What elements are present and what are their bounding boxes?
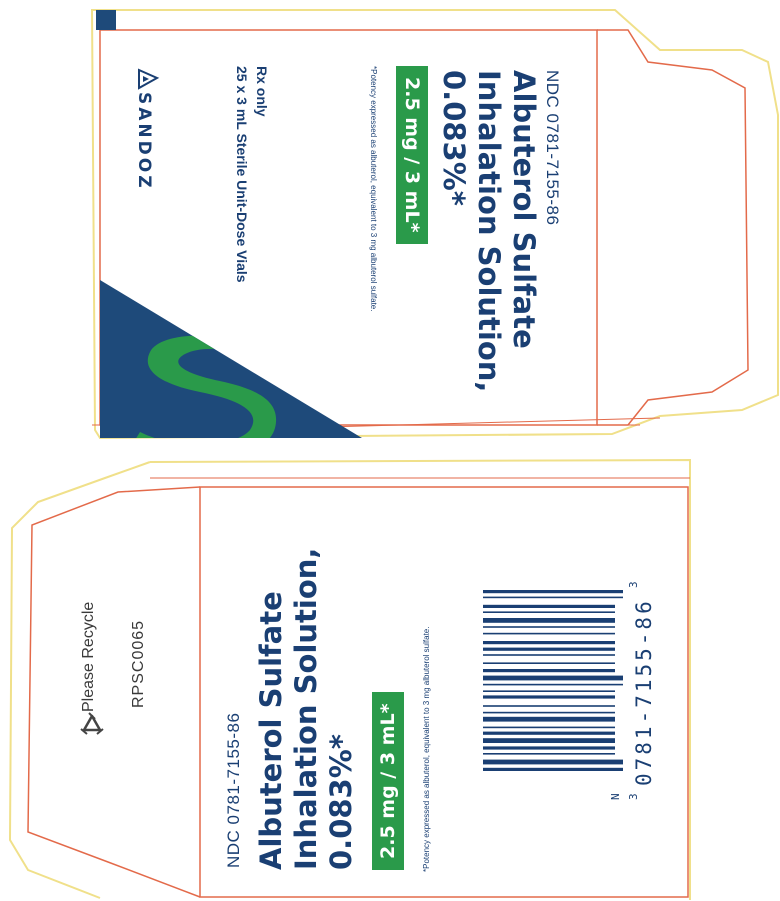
bottom-title	[254, 548, 359, 870]
barcode-bar	[483, 738, 615, 743]
package-code: RPSC0065	[130, 619, 147, 708]
barcode-bar	[483, 654, 615, 656]
barcode-bar	[483, 597, 623, 599]
barcode-bar	[483, 717, 615, 722]
barcode-left-digit-text: 3	[627, 793, 640, 800]
top-brand	[134, 92, 154, 191]
bottom-code	[130, 620, 148, 708]
barcode-bar	[483, 669, 615, 672]
top-ndc	[542, 70, 562, 225]
barcode-bar	[483, 605, 615, 608]
barcode-number-text: 0781-7155-86	[632, 598, 656, 786]
recycle-text: Please Recycle	[80, 601, 97, 712]
bottom-ndc-text: NDC 0781-7155-86	[224, 712, 243, 868]
top-dose-badge	[396, 66, 428, 244]
brand-name: SANDOZ	[134, 92, 154, 191]
bottom-dose-badge	[372, 692, 404, 870]
top-title-line-2: Inhalation Solution,	[472, 70, 506, 393]
top-title-line-3: 0.083%*	[437, 70, 471, 206]
bottom-dose-text: 2.5 mg / 3 mL*	[372, 692, 404, 870]
bottom-recycle	[80, 602, 98, 712]
barcode-bar	[483, 626, 615, 628]
recycle-icon	[81, 713, 103, 734]
top-ndc-text: NDC 0781-7155-86	[543, 70, 562, 226]
top-rx-block	[232, 66, 272, 283]
bottom-panel-side-flap	[28, 487, 200, 897]
bottom-title-line-3: 0.083%*	[324, 734, 358, 870]
barcode-bar	[483, 760, 623, 765]
bottom-title-line-2: Inhalation Solution,	[289, 547, 323, 870]
bottom-ndc	[224, 713, 244, 868]
barcode-bar	[483, 695, 615, 698]
barcode-right-digit	[624, 581, 642, 588]
top-footnote-text: *Potency expressed as albuterol, equivalent to 3 mg albuterol sulfate.	[369, 66, 378, 312]
barcode-bar	[483, 690, 615, 692]
barcode-bar	[483, 676, 623, 681]
barcode-bar	[483, 746, 615, 749]
barcode-bar	[483, 633, 615, 635]
barcode-bar	[483, 684, 623, 686]
top-rx-text: Rx only	[254, 66, 270, 117]
top-footnote	[366, 66, 384, 311]
color-registration-mark	[96, 10, 116, 30]
barcode-left-digit	[624, 793, 642, 800]
barcode-bar	[483, 712, 615, 714]
barcode-right-digit-text: 3	[627, 581, 640, 588]
top-title	[436, 70, 541, 392]
top-title-line-1: Albuterol Sulfate	[507, 70, 541, 349]
bottom-footnote-text: *Potency expressed as albuterol, equivalent to 3 mg albuterol sulfate.	[422, 626, 431, 872]
top-panel-tuck-flap	[597, 30, 748, 425]
barcode-bar	[483, 753, 615, 755]
barcode-system-char-text: N	[609, 793, 622, 800]
top-pack-text: 25 x 3 mL Sterile Unit-Dose Vials	[234, 66, 250, 283]
barcode-bar	[483, 611, 615, 613]
top-dose-text: 2.5 mg / 3 mL*	[396, 66, 428, 244]
bottom-title-line-1: Albuterol Sulfate	[254, 591, 288, 870]
barcode-bar	[483, 641, 615, 644]
barcode-bar	[483, 732, 615, 735]
barcode-bar	[483, 727, 615, 729]
barcode-system-char	[606, 793, 624, 800]
bottom-footnote	[416, 627, 434, 872]
barcode-bar	[483, 618, 615, 623]
barcode-bar	[483, 705, 615, 707]
barcode-bar	[483, 648, 615, 651]
barcode-bar	[483, 768, 623, 771]
barcode-bar	[483, 590, 623, 593]
barcode-number	[632, 598, 656, 786]
barcode-bar	[483, 662, 615, 664]
